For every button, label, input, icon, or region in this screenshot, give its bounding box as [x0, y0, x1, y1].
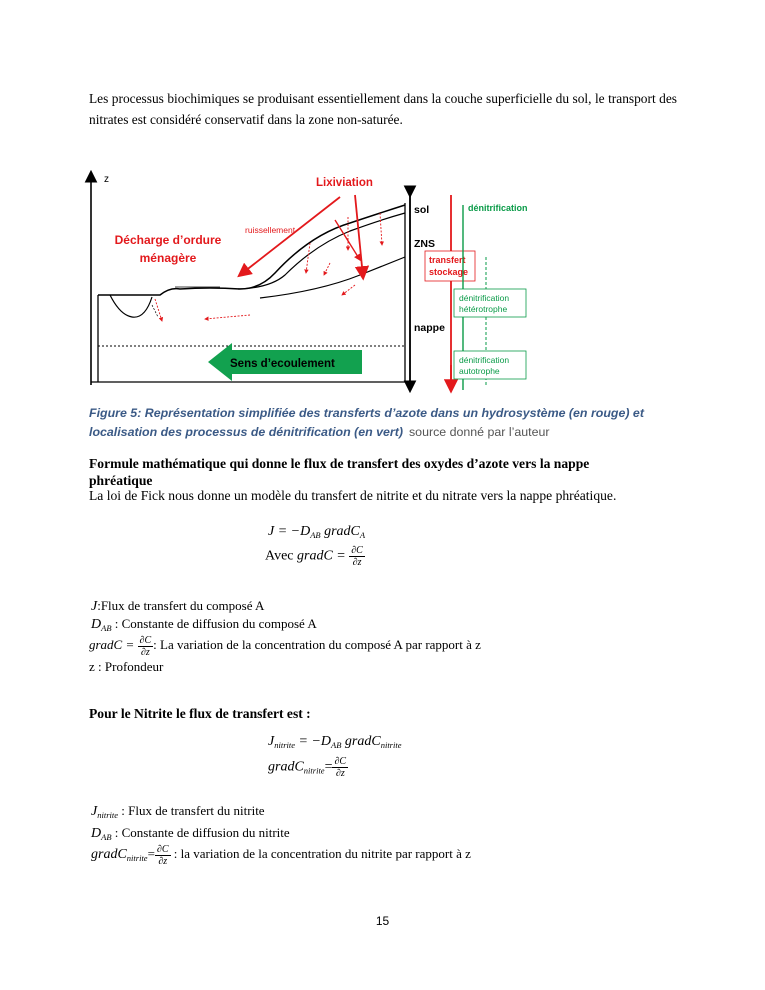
def-j-sym: J: [91, 599, 98, 614]
n-def-gradc-eq: =: [147, 846, 155, 861]
n-frac-num: ∂C: [334, 756, 347, 767]
def-z: z : Profondeur: [89, 659, 164, 674]
n-def-dab-text: : Constante de diffusion du nitrite: [111, 825, 290, 840]
figure-caption: [89, 404, 689, 442]
ruissellement-label: ruissellement: [245, 225, 296, 235]
nitrogen-transfer-figure: [80, 165, 540, 397]
fick-equation: [268, 523, 365, 544]
eq-gradc: gradC: [320, 524, 360, 539]
n-grad-eq: =: [324, 759, 333, 775]
n-eq-sub1: nitrite: [274, 740, 295, 750]
section1-heading: [89, 455, 689, 489]
def-dab-text: : Constante de diffusion du composé A: [111, 616, 317, 631]
decharge-line1: Décharge d’ordure: [114, 233, 222, 247]
caption-line1: Figure 5: Représentation simplifiée des transferts d’azote dans un hydrosystème (en rouge) et: [89, 406, 644, 420]
eq-avec: Avec: [265, 548, 297, 564]
n-def-frac-den: ∂z: [158, 855, 168, 867]
denit-auto-line2: autotrophe: [459, 366, 500, 376]
caption-line2: localisation des processus de dénitrification (en vert): [89, 425, 403, 439]
sol-label: sol: [414, 204, 430, 216]
section2-heading: Pour le Nitrite le flux de transfert est :: [89, 706, 311, 721]
n-frac-den: ∂z: [335, 768, 345, 779]
def-dab-sym: D: [91, 617, 102, 632]
denitrification-label: dénitrification: [468, 203, 528, 213]
eq-gradc-lhs: gradC =: [297, 548, 346, 564]
n-def-frac-num: ∂C: [156, 843, 169, 855]
nitrite-gradient-equation: [268, 756, 348, 780]
n-grad: gradC: [268, 759, 304, 775]
eq-sub-ab: AB: [310, 530, 321, 540]
n-def-gradc-sub: nitrite: [126, 853, 148, 863]
n-def-dab-sym: D: [91, 826, 102, 841]
stockage-label: stockage: [429, 267, 469, 277]
intro-paragraph: Les processus biochimiques se produisant essentiellement dans la couche superficielle du sol, le transport des nitrates est considéré conservatif dans la zone non-saturée.: [89, 91, 677, 127]
n-def-gradc-sym: gradC: [91, 847, 127, 862]
section1-heading-line2: phréatique: [89, 473, 153, 488]
def-dab-sub: AB: [101, 623, 112, 633]
denit-hetero-line1: dénitrification: [459, 293, 510, 303]
frac-num: ∂C: [351, 545, 363, 556]
n-eq-j: J: [268, 734, 275, 749]
n-def-j-text: : Flux de transfert du nitrite: [118, 803, 265, 818]
decharge-line2: ménagère: [139, 251, 197, 265]
denit-auto-line1: dénitrification: [459, 355, 510, 365]
z-axis-label: z: [104, 174, 109, 185]
zns-label: ZNS: [414, 238, 435, 250]
def-gradc: [89, 634, 481, 658]
section1-heading-line1: Formule mathématique qui donne le flux de transfert des oxydes d’azote vers la nappe: [89, 456, 590, 471]
def-gradc-lhs: gradC =: [89, 637, 135, 652]
def-frac-num: ∂C: [139, 634, 152, 646]
def-frac-den: ∂z: [140, 646, 150, 658]
page-number: 15: [375, 914, 390, 928]
caption-source: source donné par l’auteur: [408, 425, 550, 439]
n-grad-sub: nitrite: [303, 765, 325, 776]
def-j-text: :Flux de transfert du composé A: [97, 598, 265, 613]
eq-sub-a: A: [359, 530, 366, 540]
n-def-j-sym: J: [91, 804, 98, 819]
n-def-j-sub: nitrite: [97, 810, 118, 820]
sens-ecoulement-label: Sens d’ecoulement: [230, 358, 335, 370]
n-eq-sub3: nitrite: [380, 740, 402, 750]
n-eq-dab: = −D: [295, 734, 332, 749]
n-def-dab-sub: AB: [101, 832, 112, 842]
lixiviation-label: Lixiviation: [316, 177, 373, 189]
nappe-label: nappe: [414, 322, 445, 334]
denit-hetero-line2: hétérotrophe: [459, 304, 508, 314]
n-def-gradc: [91, 843, 471, 869]
def-gradc-text: : La variation de la concentration du composé A par rapport à z: [153, 637, 481, 652]
n-eq-gradc: gradC: [341, 734, 381, 749]
eq-j-dab: J = −D: [268, 524, 311, 539]
transfert-label: transfert: [429, 255, 466, 265]
nitrite-flux-equation: [268, 733, 401, 754]
section1-paragraph: La loi de Fick nous donne un modèle du transfert de nitrite et du nitrate vers la nappe phréatique.: [89, 488, 617, 503]
gradient-equation: [265, 545, 365, 568]
frac-den: ∂z: [352, 557, 362, 568]
n-eq-sub2: AB: [331, 740, 342, 750]
n-def-gradc-text: : la variation de la concentration du nitrite par rapport à z: [170, 846, 471, 861]
